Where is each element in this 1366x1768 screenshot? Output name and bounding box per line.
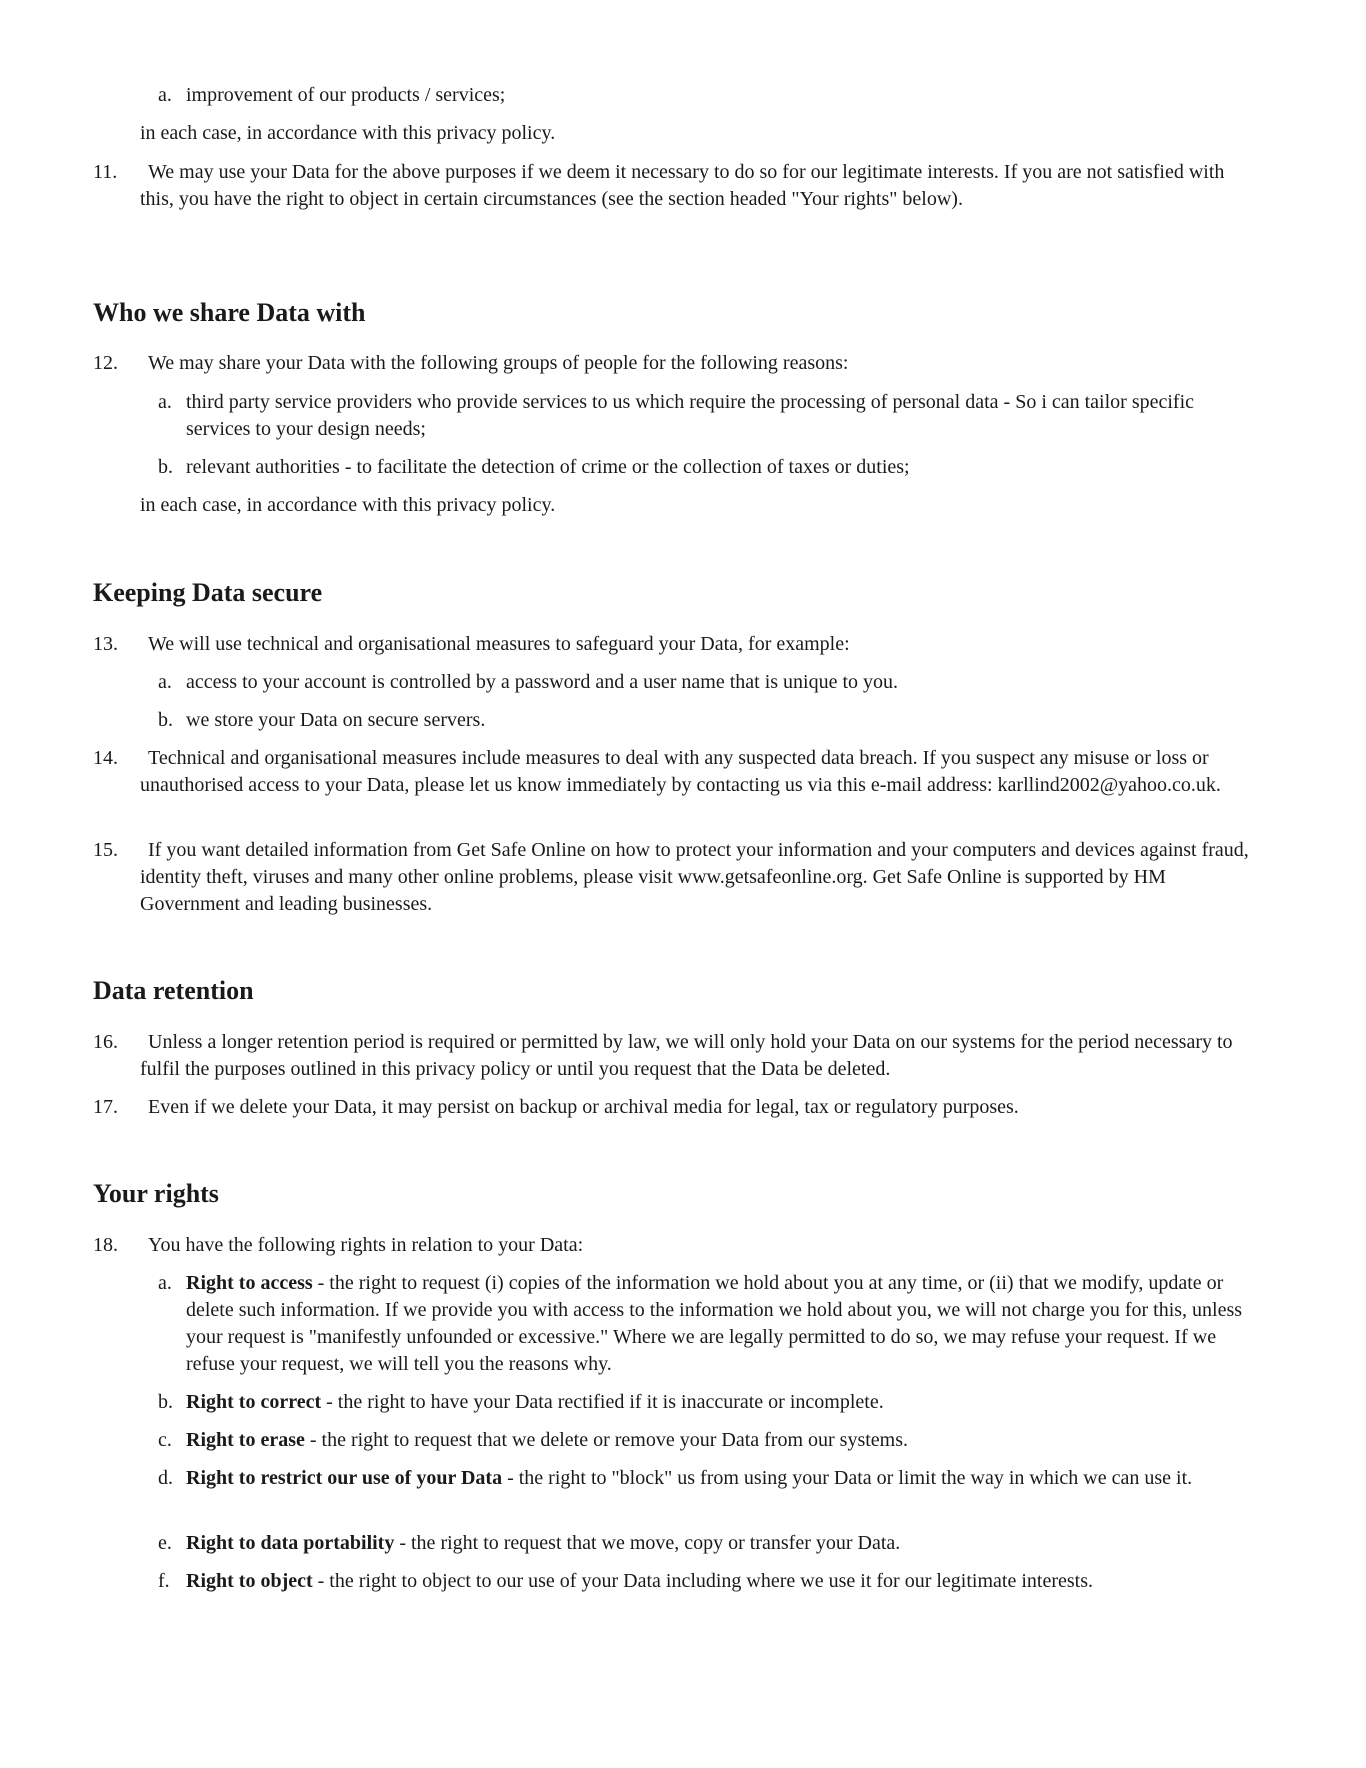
right-title: Right to correct	[186, 1391, 322, 1413]
paragraph-number: 12.	[93, 352, 118, 374]
list-letter: e.	[158, 1532, 172, 1554]
closing-text: in each case, in accordance with this privacy policy.	[140, 494, 556, 516]
paragraph-number: 18.	[93, 1234, 118, 1256]
paragraph-14: Technical and organisational measures include measures to deal with any suspected data breach. If you suspect any misuse or loss or unauthorised access to your Data, please let us know immediately by contacting us via this e-mail address: karllind2002@yahoo.co.uk.	[140, 747, 1221, 796]
list-letter: b.	[158, 456, 173, 478]
right-title: Right to restrict our use of your Data	[186, 1467, 503, 1489]
list-item-right-to-erase	[186, 1427, 1256, 1454]
paragraph-number: 15.	[93, 839, 118, 861]
list-letter: d.	[158, 1467, 173, 1489]
right-title: Right to erase	[186, 1429, 305, 1451]
list-item-right-to-portability	[186, 1530, 1256, 1557]
paragraph-number: 13.	[93, 633, 118, 655]
right-description: - the right to have your Data rectified if it is inaccurate or incomplete.	[321, 1391, 884, 1413]
list-letter: f.	[158, 1570, 170, 1592]
right-description: - the right to request that we move, copy or transfer your Data.	[394, 1532, 901, 1554]
list-letter: a.	[158, 1272, 172, 1294]
list-item: relevant authorities - to facilitate the detection of crime or the collection of taxes or duties;	[186, 456, 910, 478]
section-heading-secure: Keeping Data secure	[93, 578, 323, 607]
paragraph-15: If you want detailed information from Get Safe Online on how to protect your information and your computers and devices against fraud, identity theft, viruses and many other online problems, please visit www.getsafeonline.org. Get Safe Online is supported by HM Government and leading businesses.	[140, 839, 1249, 915]
list-letter: b.	[158, 709, 173, 731]
list-item: improvement of our products / services;	[186, 84, 506, 106]
paragraph-12: We may share your Data with the following groups of people for the following reasons:	[148, 352, 849, 374]
right-description: - the right to object to our use of your Data including where we use it for our legitimate interests.	[312, 1570, 1093, 1592]
list-letter: a.	[158, 84, 172, 106]
list-item-right-to-restrict	[186, 1465, 1256, 1492]
right-title: Right to access	[186, 1272, 313, 1294]
paragraph-17: Even if we delete your Data, it may persist on backup or archival media for legal, tax or regulatory purposes.	[148, 1096, 1019, 1118]
list-item-right-to-access	[186, 1270, 1256, 1378]
right-description: - the right to request (i) copies of the information we hold about you at any time, or (ii) that we modify, update or delete such information. If we provide you with access to the information we hold about you, we will not charge you for this, unless your request is "manifestly unfounded or excessive." Where we are legally permitted to do so, we may refuse your request. If we refuse your request, we will tell you the reasons why.	[186, 1272, 1243, 1375]
list-letter: b.	[158, 1391, 173, 1413]
list-letter: a.	[158, 671, 172, 693]
right-title: Right to data portability	[186, 1532, 395, 1554]
list-item: we store your Data on secure servers.	[186, 709, 486, 731]
right-title: Right to object	[186, 1570, 313, 1592]
section-heading-retention: Data retention	[93, 976, 254, 1005]
paragraph-18: You have the following rights in relation to your Data:	[148, 1234, 584, 1256]
list-letter: a.	[158, 391, 172, 413]
paragraph-11: We may use your Data for the above purposes if we deem it necessary to do so for our legitimate interests. If you are not satisfied with this, you have the right to object in certain circumstances (see the section headed "Your rights" below).	[140, 161, 1225, 210]
list-item: third party service providers who provide services to us which require the processing of personal data - So i can tailor specific services to your design needs;	[186, 391, 1195, 440]
paragraph-number: 17.	[93, 1096, 118, 1118]
section-heading-rights: Your rights	[93, 1179, 219, 1208]
right-description: - the right to request that we delete or remove your Data from our systems.	[304, 1429, 909, 1451]
list-letter: c.	[158, 1429, 172, 1451]
list-item-right-to-correct	[186, 1389, 1256, 1416]
section-heading-share: Who we share Data with	[93, 298, 366, 327]
paragraph-number: 14.	[93, 747, 118, 769]
list-item: access to your account is controlled by a password and a user name that is unique to you.	[186, 671, 899, 693]
paragraph-16: Unless a longer retention period is required or permitted by law, we will only hold your Data on our systems for the period necessary to fulfil the purposes outlined in this privacy policy or until you request that the Data be deleted.	[140, 1031, 1233, 1080]
paragraph-number: 11.	[93, 161, 118, 183]
right-description: - the right to "block" us from using your Data or limit the way in which we can use it.	[502, 1467, 1193, 1489]
paragraph-13: We will use technical and organisational measures to safeguard your Data, for example:	[148, 633, 850, 655]
list-item-right-to-object	[186, 1568, 1256, 1595]
closing-text: in each case, in accordance with this privacy policy.	[140, 122, 556, 144]
paragraph-number: 16.	[93, 1031, 118, 1053]
